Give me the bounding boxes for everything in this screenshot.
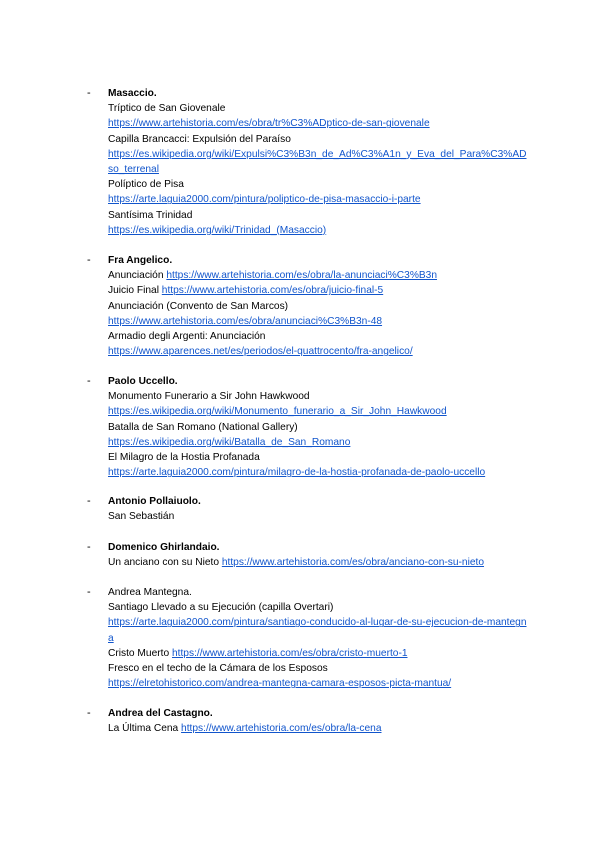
artwork-link[interactable]: https://elretohistorico.com/andrea-mantegna-camara-esposos-picta-mantua/ — [108, 678, 452, 690]
artwork-link[interactable]: https://es.wikipedia.org/wiki/Monumento_funerario_a_Sir_John_Hawkwood — [108, 406, 447, 418]
artwork-link[interactable]: https://es.wikipedia.org/wiki/Batalla_de_San_Romano — [108, 436, 351, 448]
artist-heading: Andrea del Castagno. — [108, 708, 213, 719]
artwork-title: Anunciación (Convento de San Marcos) — [108, 300, 289, 312]
section-content — [108, 86, 578, 238]
artwork-link[interactable]: https://arte.laguia2000.com/pintura/milagro-de-la-hostia-profanada-de-paolo-uccello — [108, 467, 486, 479]
section-content — [108, 540, 578, 570]
section-content — [108, 706, 578, 736]
artwork-title: La Última Cena — [108, 723, 182, 735]
artwork-title: Santísima Trinidad — [108, 209, 193, 221]
artwork-title: Un anciano con su Nieto — [108, 557, 222, 569]
artwork-link[interactable]: https://www.artehistoria.com/es/obra/juicio-final-5 — [161, 285, 384, 297]
artwork-link[interactable]: https://es.wikipedia.org/wiki/Expulsi%C3%B3n_de_Ad%C3%A1n_y_Eva_del_Para%C3%ADso_terrenal — [108, 148, 527, 176]
section-content — [108, 585, 578, 691]
section-content — [108, 374, 578, 480]
artwork-link[interactable]: https://www.artehistoria.com/es/obra/anunciaci%C3%B3n-48 — [108, 315, 383, 327]
list-bullet: - — [87, 541, 91, 553]
artwork-link[interactable]: https://www.artehistoria.com/es/obra/la-anunciaci%C3%B3n — [166, 270, 438, 282]
section-content — [108, 494, 578, 524]
artwork-link[interactable]: https://es.wikipedia.org/wiki/Trinidad_(Masaccio) — [108, 224, 327, 236]
artist-heading: Domenico Ghirlandaio. — [108, 542, 220, 553]
artwork-link[interactable]: https://arte.laguia2000.com/pintura/poliptico-de-pisa-masaccio-i-parte — [108, 194, 421, 206]
artwork-title: Monumento Funerario a Sir John Hawkwood — [108, 391, 310, 403]
artist-heading: Masaccio. — [108, 88, 157, 99]
list-bullet: - — [87, 495, 91, 507]
artwork-title: San Sebastián — [108, 511, 175, 523]
artwork-title: Políptico de Pisa — [108, 179, 184, 191]
artwork-link[interactable]: https://www.aparences.net/es/periodos/el-quattrocento/fra-angelico/ — [108, 346, 413, 358]
artist-heading: Paolo Uccello. — [108, 376, 178, 387]
artwork-link[interactable]: https://www.artehistoria.com/es/obra/tr%C3%ADptico-de-san-giovenale — [108, 118, 430, 130]
artwork-link[interactable]: https://www.artehistoria.com/es/obra/cristo-muerto-1 — [171, 647, 408, 659]
artwork-title: Juicio Final — [108, 285, 162, 297]
list-bullet: - — [87, 586, 91, 598]
artwork-title: Capilla Brancacci: Expulsión del Paraíso — [108, 133, 291, 145]
artwork-title: Tríptico de San Giovenale — [108, 103, 226, 115]
artwork-title: Batalla de San Romano (National Gallery) — [108, 421, 298, 433]
artwork-link[interactable]: https://www.artehistoria.com/es/obra/anciano-con-su-nieto — [221, 557, 485, 569]
list-bullet: - — [87, 254, 91, 266]
artist-heading: Fra Angelico. — [108, 255, 173, 266]
list-bullet: - — [87, 707, 91, 719]
artwork-title: Cristo Muerto — [108, 647, 172, 659]
artist-heading: Andrea Mantegna. — [108, 587, 192, 598]
artwork-title: El Milagro de la Hostia Profanada — [108, 452, 260, 464]
artwork-title: Anunciación — [108, 270, 167, 282]
list-bullet: - — [87, 87, 91, 99]
artwork-link[interactable]: https://arte.laguia2000.com/pintura/santiago-conducido-al-lugar-de-su-ejecucion-de-mantegna — [108, 617, 527, 644]
artwork-title: Fresco en el techo de la Cámara de los Esposos — [108, 663, 328, 675]
artwork-title: Armadio degli Argenti: Anunciación — [108, 331, 266, 343]
artwork-title: Santiago Llevado a su Ejecución (capilla Overtari) — [108, 602, 334, 614]
artist-heading: Antonio Pollaiuolo. — [108, 496, 201, 507]
list-bullet: - — [87, 375, 91, 387]
section-content — [108, 253, 578, 359]
artwork-link[interactable]: https://www.artehistoria.com/es/obra/la-cena — [181, 723, 382, 735]
